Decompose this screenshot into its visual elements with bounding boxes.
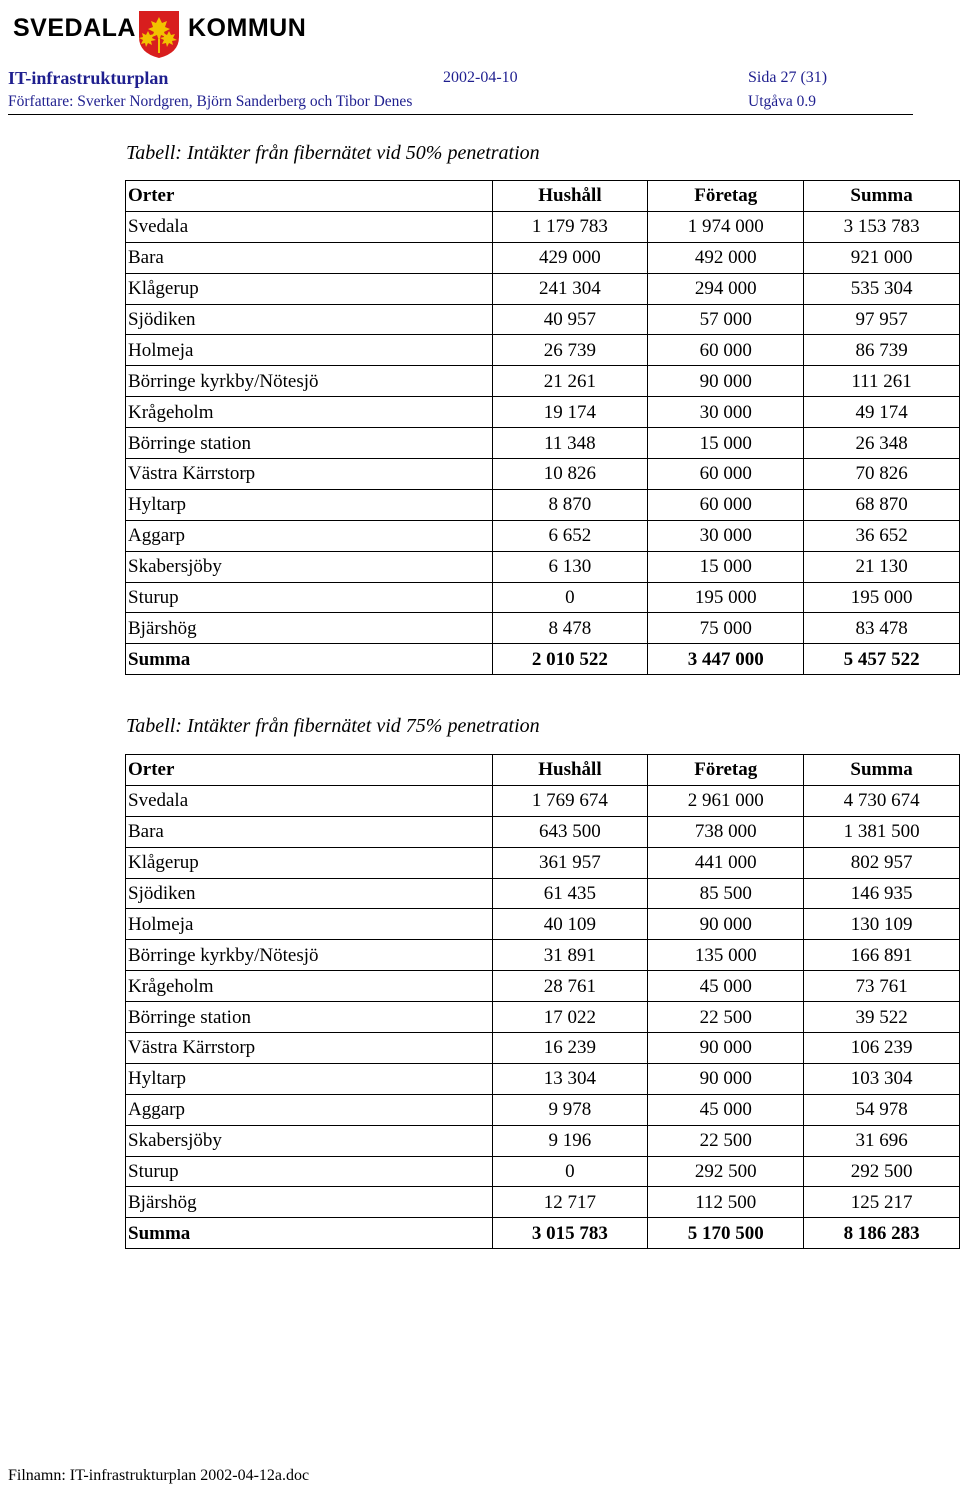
cell-value: 195 000 <box>648 582 804 613</box>
cell-value: 54 978 <box>804 1094 960 1125</box>
cell-value: 3 015 783 <box>492 1218 648 1249</box>
cell-value: 39 522 <box>804 1002 960 1033</box>
cell-value: 28 761 <box>492 971 648 1002</box>
cell-value: 166 891 <box>804 940 960 971</box>
column-header: Hushåll <box>492 755 648 786</box>
cell-location: Sturup <box>126 582 493 613</box>
cell-value: 921 000 <box>804 242 960 273</box>
table-row <box>126 366 960 397</box>
coat-of-arms-icon <box>136 9 182 59</box>
cell-value: 643 500 <box>492 816 648 847</box>
cell-location: Bjärshög <box>126 613 493 644</box>
cell-value: 294 000 <box>648 273 804 304</box>
cell-value: 106 239 <box>804 1033 960 1064</box>
table-row <box>126 1156 960 1187</box>
table-header-row <box>126 181 960 212</box>
document-date: 2002-04-10 <box>443 69 518 86</box>
table-row <box>126 1187 960 1218</box>
cell-value: 73 761 <box>804 971 960 1002</box>
cell-location: Svedala <box>126 785 493 816</box>
table-row <box>126 242 960 273</box>
table-row <box>126 273 960 304</box>
cell-value: 17 022 <box>492 1002 648 1033</box>
column-header: Hushåll <box>492 181 648 212</box>
table-row <box>126 1002 960 1033</box>
cell-location: Skabersjöby <box>126 1125 493 1156</box>
cell-location: Krågeholm <box>126 397 493 428</box>
cell-value: 9 196 <box>492 1125 648 1156</box>
revenue-table-75 <box>125 754 960 1249</box>
column-header: Företag <box>648 181 804 212</box>
cell-value: 21 261 <box>492 366 648 397</box>
logo-text-svedala: SVEDALA <box>13 14 136 42</box>
cell-value: 2 961 000 <box>648 785 804 816</box>
table-row <box>126 613 960 644</box>
cell-value: 90 000 <box>648 909 804 940</box>
cell-value: 135 000 <box>648 940 804 971</box>
cell-location: Summa <box>126 1218 493 1249</box>
cell-value: 111 261 <box>804 366 960 397</box>
column-header: Summa <box>804 755 960 786</box>
table-row <box>126 489 960 520</box>
cell-value: 3 153 783 <box>804 211 960 242</box>
cell-value: 6 130 <box>492 551 648 582</box>
cell-value: 4 730 674 <box>804 785 960 816</box>
table-row <box>126 397 960 428</box>
cell-value: 1 381 500 <box>804 816 960 847</box>
cell-value: 75 000 <box>648 613 804 644</box>
cell-value: 5 170 500 <box>648 1218 804 1249</box>
document-authors: Författare: Sverker Nordgren, Björn Sanderberg och Tibor Denes <box>8 93 413 110</box>
cell-value: 61 435 <box>492 878 648 909</box>
table-row <box>126 551 960 582</box>
cell-value: 241 304 <box>492 273 648 304</box>
cell-value: 31 891 <box>492 940 648 971</box>
cell-value: 16 239 <box>492 1033 648 1064</box>
cell-value: 292 500 <box>804 1156 960 1187</box>
cell-location: Krågeholm <box>126 971 493 1002</box>
cell-location: Sjödiken <box>126 878 493 909</box>
cell-value: 57 000 <box>648 304 804 335</box>
cell-value: 1 974 000 <box>648 211 804 242</box>
cell-value: 103 304 <box>804 1063 960 1094</box>
cell-value: 10 826 <box>492 459 648 490</box>
cell-value: 90 000 <box>648 366 804 397</box>
cell-value: 90 000 <box>648 1063 804 1094</box>
cell-value: 535 304 <box>804 273 960 304</box>
cell-value: 31 696 <box>804 1125 960 1156</box>
cell-value: 492 000 <box>648 242 804 273</box>
table-row <box>126 428 960 459</box>
cell-value: 60 000 <box>648 335 804 366</box>
cell-location: Sturup <box>126 1156 493 1187</box>
table-row <box>126 1033 960 1064</box>
page-number: Sida 27 (31) <box>748 69 828 86</box>
cell-location: Västra Kärrstorp <box>126 1033 493 1064</box>
table-total-row <box>126 1218 960 1249</box>
cell-value: 70 826 <box>804 459 960 490</box>
table-row <box>126 304 960 335</box>
cell-value: 22 500 <box>648 1125 804 1156</box>
document-subheader <box>8 93 913 113</box>
cell-value: 30 000 <box>648 520 804 551</box>
table-header-row <box>126 755 960 786</box>
cell-location: Holmeja <box>126 335 493 366</box>
cell-value: 5 457 522 <box>804 644 960 675</box>
cell-value: 22 500 <box>648 1002 804 1033</box>
table-row <box>126 1063 960 1094</box>
cell-value: 441 000 <box>648 847 804 878</box>
cell-location: Börringe station <box>126 428 493 459</box>
column-header: Orter <box>126 755 493 786</box>
footer-filename: Filnamn: IT-infrastrukturplan 2002-04-12a.doc <box>8 1467 310 1484</box>
cell-location: Bara <box>126 816 493 847</box>
cell-value: 60 000 <box>648 489 804 520</box>
cell-value: 8 478 <box>492 613 648 644</box>
cell-value: 8 186 283 <box>804 1218 960 1249</box>
cell-value: 6 652 <box>492 520 648 551</box>
table-row <box>126 211 960 242</box>
document-version: Utgåva 0.9 <box>748 93 817 110</box>
cell-location: Hyltarp <box>126 1063 493 1094</box>
cell-value: 361 957 <box>492 847 648 878</box>
cell-value: 195 000 <box>804 582 960 613</box>
cell-value: 19 174 <box>492 397 648 428</box>
cell-location: Aggarp <box>126 1094 493 1125</box>
cell-location: Börringe kyrkby/Nötesjö <box>126 366 493 397</box>
column-header: Orter <box>126 181 493 212</box>
cell-value: 12 717 <box>492 1187 648 1218</box>
cell-location: Summa <box>126 644 493 675</box>
table-row <box>126 459 960 490</box>
cell-value: 15 000 <box>648 551 804 582</box>
header-divider <box>8 114 913 115</box>
cell-value: 13 304 <box>492 1063 648 1094</box>
cell-value: 146 935 <box>804 878 960 909</box>
revenue-table-50 <box>125 180 960 675</box>
cell-value: 1 769 674 <box>492 785 648 816</box>
cell-value: 130 109 <box>804 909 960 940</box>
cell-value: 3 447 000 <box>648 644 804 675</box>
cell-value: 45 000 <box>648 1094 804 1125</box>
cell-location: Skabersjöby <box>126 551 493 582</box>
cell-location: Aggarp <box>126 520 493 551</box>
cell-location: Klågerup <box>126 273 493 304</box>
cell-value: 83 478 <box>804 613 960 644</box>
table-row <box>126 335 960 366</box>
cell-value: 738 000 <box>648 816 804 847</box>
cell-value: 125 217 <box>804 1187 960 1218</box>
cell-value: 0 <box>492 1156 648 1187</box>
logo-text-kommun: KOMMUN <box>188 14 307 42</box>
table-row <box>126 816 960 847</box>
cell-value: 85 500 <box>648 878 804 909</box>
cell-value: 30 000 <box>648 397 804 428</box>
cell-value: 68 870 <box>804 489 960 520</box>
cell-location: Sjödiken <box>126 304 493 335</box>
cell-value: 1 179 783 <box>492 211 648 242</box>
cell-value: 40 109 <box>492 909 648 940</box>
cell-value: 49 174 <box>804 397 960 428</box>
cell-value: 0 <box>492 582 648 613</box>
cell-value: 8 870 <box>492 489 648 520</box>
column-header: Summa <box>804 181 960 212</box>
table-row <box>126 847 960 878</box>
cell-value: 40 957 <box>492 304 648 335</box>
table-row <box>126 582 960 613</box>
cell-location: Bara <box>126 242 493 273</box>
cell-location: Svedala <box>126 211 493 242</box>
cell-location: Holmeja <box>126 909 493 940</box>
table-row <box>126 520 960 551</box>
table-row <box>126 971 960 1002</box>
cell-value: 292 500 <box>648 1156 804 1187</box>
cell-value: 86 739 <box>804 335 960 366</box>
table-total-row <box>126 644 960 675</box>
table-caption-50: Tabell: Intäkter från fibernätet vid 50% penetration <box>126 142 540 164</box>
cell-value: 26 348 <box>804 428 960 459</box>
table-row <box>126 1125 960 1156</box>
table-row <box>126 878 960 909</box>
cell-value: 21 130 <box>804 551 960 582</box>
cell-value: 90 000 <box>648 1033 804 1064</box>
cell-value: 112 500 <box>648 1187 804 1218</box>
cell-value: 45 000 <box>648 971 804 1002</box>
cell-location: Bjärshög <box>126 1187 493 1218</box>
cell-value: 26 739 <box>492 335 648 366</box>
cell-location: Västra Kärrstorp <box>126 459 493 490</box>
cell-value: 60 000 <box>648 459 804 490</box>
cell-value: 15 000 <box>648 428 804 459</box>
cell-location: Hyltarp <box>126 489 493 520</box>
table-caption-75: Tabell: Intäkter från fibernätet vid 75% penetration <box>126 715 540 737</box>
column-header: Företag <box>648 755 804 786</box>
cell-value: 11 348 <box>492 428 648 459</box>
cell-value: 9 978 <box>492 1094 648 1125</box>
table-row <box>126 909 960 940</box>
cell-location: Börringe station <box>126 1002 493 1033</box>
table-row <box>126 1094 960 1125</box>
cell-value: 36 652 <box>804 520 960 551</box>
table-row <box>126 785 960 816</box>
cell-value: 802 957 <box>804 847 960 878</box>
document-title: IT-infrastrukturplan <box>8 68 169 88</box>
cell-value: 97 957 <box>804 304 960 335</box>
cell-value: 429 000 <box>492 242 648 273</box>
cell-location: Klågerup <box>126 847 493 878</box>
cell-location: Börringe kyrkby/Nötesjö <box>126 940 493 971</box>
table-row <box>126 940 960 971</box>
cell-value: 2 010 522 <box>492 644 648 675</box>
document-header <box>8 68 913 90</box>
